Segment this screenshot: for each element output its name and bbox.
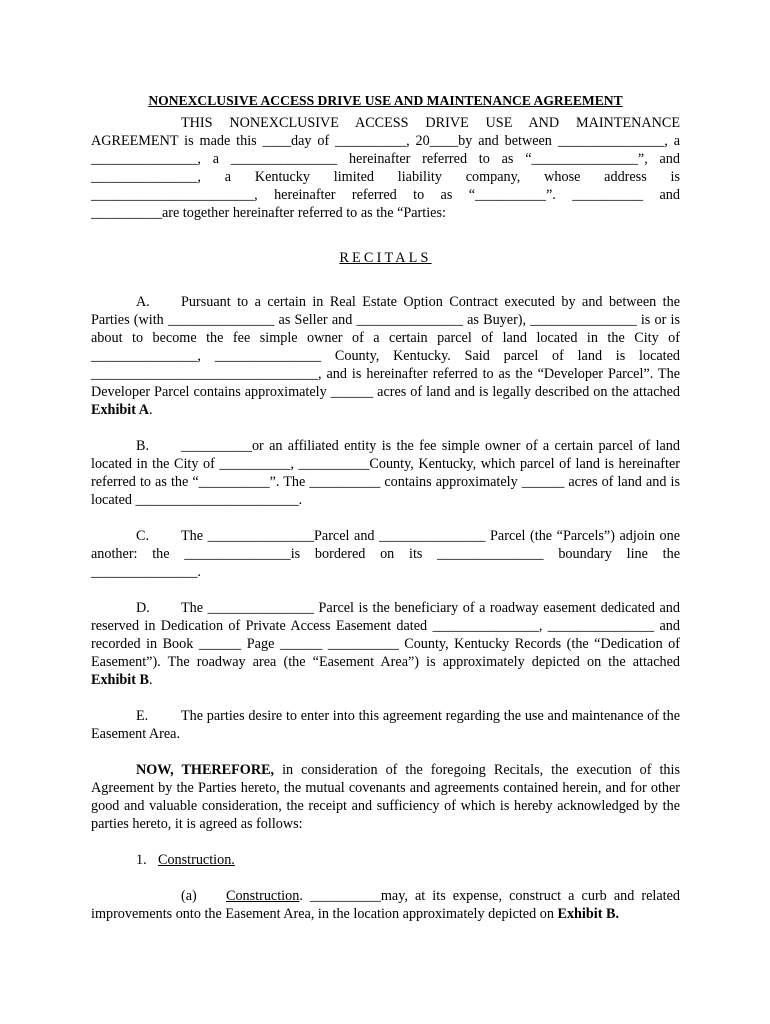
recital-label: D. xyxy=(136,600,150,616)
recital-b xyxy=(91,437,680,509)
recital-label: A. xyxy=(136,294,150,310)
recital-text: The parties desire to enter into this agreement regarding the use and maintenance of the Easement Area. xyxy=(91,708,680,742)
recital-d xyxy=(91,599,680,689)
recitals-heading: RECITALS xyxy=(339,250,432,266)
section-number: 1. xyxy=(136,852,147,868)
subsection-text: . __________may, at its expense, construct a curb and related improvements onto the Easement Area, in the location approximately depicted on xyxy=(91,888,680,922)
recital-text: Pursuant to a certain in Real Estate Option Contract executed by and between the Parties (with _______________ as Seller and _______________ as Buyer), _______________ is or is about to become the fee simple owner of a certain parcel of land located in the City of _______________, _______________ County, Kentucky. Said parcel of land is located ________________________________, and is hereinafter referred to as the “Developer Parcel”. The Developer Parcel contains approximately ______ acres of land and is legally described on the attached xyxy=(91,294,680,400)
now-therefore-paragraph xyxy=(91,761,680,833)
recital-e xyxy=(91,707,680,743)
now-therefore-text: in consideration of the foregoing Recitals, the execution of this Agreement by the Parties hereto, the mutual covenants and agreements contained herein, and for other good and valuable consideration, the receipt and sufficiency of which is hereby acknowledged by the parties hereto, it is agreed as follows: xyxy=(91,762,680,832)
document-title: NONEXCLUSIVE ACCESS DRIVE USE AND MAINTENANCE AGREEMENT xyxy=(148,93,623,108)
recital-a xyxy=(91,293,680,419)
recital-text: The _______________ Parcel is the beneficiary of a roadway easement dedicated and reserved in Dedication of Private Access Easement dated _______________, _______________ and recorded in Book ______ Page ______ __________ County, Kentucky Records (the “Dedication of Easement”). The roadway area (the “Easement Area”) is approximately depicted on the attached xyxy=(91,600,680,670)
recital-punct: . xyxy=(148,402,153,418)
recital-punct: . xyxy=(148,672,153,688)
recital-label: E. xyxy=(136,708,149,724)
recital-text: __________or an affiliated entity is the fee simple owner of a certain parcel of land located in the City of __________, __________County, Kentucky, which parcel of land is hereinafter referred to as the “__________”. The __________ contains approximately ______ acres of land and is located _______________________. xyxy=(91,438,680,508)
section-title: Construction. xyxy=(158,852,235,868)
exhibit-b-ref: Exhibit B. xyxy=(557,906,619,922)
exhibit-a-ref: Exhibit A xyxy=(91,402,149,418)
now-therefore-lead: NOW, THEREFORE, xyxy=(136,762,275,778)
subsection-label: (a) xyxy=(181,888,197,904)
intro-paragraph: THIS NONEXCLUSIVE ACCESS DRIVE USE AND MAINTENANCE AGREEMENT is made this ____day of __________, 20____by and between _______________, a _______________, a _______________ hereinafter referred to as “_______________”, and _______________, a Kentucky limited liability company, whose address is _______________________, hereinafter referred to as “__________”. __________ and __________are together hereinafter referred to as the “Parties: xyxy=(91,115,680,221)
subsection-heading: Construction xyxy=(226,888,300,904)
document-page xyxy=(91,92,680,923)
recital-label: B. xyxy=(136,438,150,454)
recital-text: The _______________Parcel and _______________ Parcel (the “Parcels”) adjoin one another: the _______________is bordered on its _______________ boundary line the _______________. xyxy=(91,528,680,580)
section-1-heading xyxy=(91,851,680,869)
recital-label: C. xyxy=(136,528,150,544)
subsection-a xyxy=(91,887,680,923)
exhibit-b-ref: Exhibit B xyxy=(91,672,149,688)
recital-c xyxy=(91,527,680,581)
